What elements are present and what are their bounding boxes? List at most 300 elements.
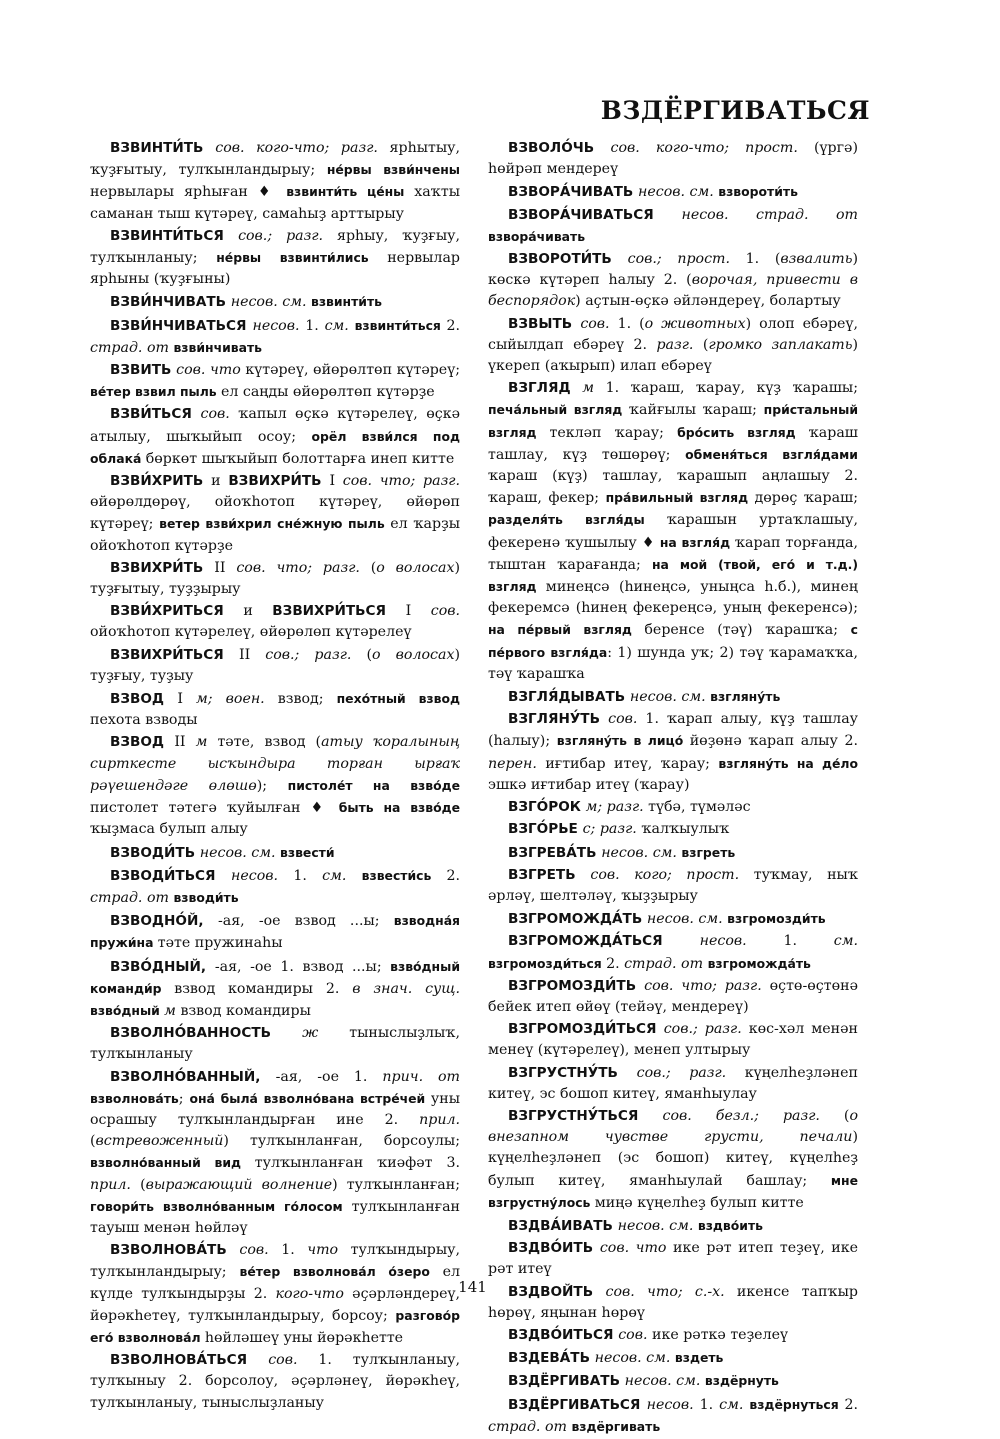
entry-text: минеңсә (һинеңсә, уныңса һ.б.), минең фекеремсә (һинең фекереңсә, уның фекеренсә); (488, 579, 858, 617)
entry-example: не́рвы взвинти́лись (216, 250, 388, 266)
entry-label: прил. (419, 1111, 460, 1128)
running-head: ВЗДЁРГИВАТЬСЯ (600, 96, 870, 125)
entry-headword: ВЗГРОМОЖДА́ТЬСЯ (508, 933, 700, 950)
dictionary-entry (488, 1394, 858, 1438)
entry-text: ярһыу, ҡуҙғыу, тулҡынланыу; (90, 227, 460, 267)
entry-example: взгромозди́ть (727, 911, 826, 927)
entry-label: атыу ҡоралының сирткесте ысҡындыра торған ырғаҡ рәүешендәге өлөшө (90, 734, 461, 794)
entry-example: взвинти́ть (310, 294, 382, 310)
dictionary-entry (488, 686, 858, 708)
entry-text: 1. ( (745, 251, 781, 268)
entry-label: о животных (644, 315, 746, 332)
entry-label: выражающий волнение (145, 1176, 333, 1193)
entry-text: беренсе (тәү) ҡарашҡа; (644, 622, 851, 639)
entry-example: взвинти́ться (354, 317, 447, 333)
entry-label: с; разг. (582, 821, 642, 838)
entry-label: сов.; разг. (636, 1064, 745, 1081)
entry-label: сов. что; разг. (644, 977, 770, 994)
entry-headword: ВЗВОЛНО́ВАННОСТЬ (110, 1025, 303, 1042)
dictionary-entry (488, 1019, 858, 1061)
dictionary-entry (90, 291, 460, 313)
entry-example: на мой (твой, его́ и т.д.) взгляд (488, 556, 858, 595)
entry-label: громко заплакать (708, 336, 853, 353)
entry-label: несов. (252, 317, 306, 334)
entry-label: сов.; разг. (265, 646, 367, 663)
entry-headword: ВЗДВО́ИТЬ (508, 1240, 600, 1257)
dictionary-entry (90, 226, 460, 291)
entry-text: күңелһеҙләнеп китеү, эс бошоп китеү, яманһыулау (488, 1064, 858, 1102)
entry-text: ҡарашын уртаҡлашыу, фекеренә ҡушылыу ♦ (488, 512, 858, 551)
entry-headword: ВЗВОДИ́ТЬ (110, 844, 200, 861)
entry-headword: ВЗВИ́ТЬСЯ (110, 406, 201, 423)
entry-headword: ВЗВИНТИ́ТЬСЯ (110, 227, 239, 244)
entry-text: -ая, -ое 1. взвод ...ы; (214, 958, 391, 975)
entry-text: ) үкереп (аҡырып) илап ебәреү (488, 336, 859, 375)
entry-text: взвод командиры 2. (174, 980, 353, 997)
entry-label: см. (324, 317, 355, 334)
entry-headword: ВЗГРОМОЖДА́ТЬ (508, 911, 647, 928)
entry-headword: ВЗВОД (110, 691, 178, 708)
entry-example: разгово́р его́ взволнова́л (90, 1307, 460, 1345)
entry-label: сов.; прост. (627, 251, 746, 268)
entry-text: ) күңелһеҙләнеп (эс бошоп) китеү, күңелһеҙ булып китеү, яманһыулай башлау; (488, 1129, 858, 1189)
entry-label: взвалить (780, 251, 853, 268)
entry-example: взво́дный команди́р (90, 958, 461, 996)
entry-label: прил. (90, 1176, 141, 1193)
entry-text: 1. ҡараш, ҡарау, күҙ ҡарашы; (605, 380, 858, 397)
entry-example: взволно́ванный вид (90, 1155, 255, 1171)
entry-headword: ВЗВОД (110, 734, 175, 751)
entry-label: страд. от (488, 1418, 572, 1435)
entry-text: 2. (446, 867, 460, 884)
entry-example: при́стальный взгляд (488, 402, 858, 440)
entry-text: әҫәрләндереү, йөрәкһетеү, тулҡынландырыу, борсоу; (90, 1285, 460, 1324)
entry-headword: ВЗДЕВА́ТЬ (508, 1350, 595, 1367)
dictionary-entry (90, 910, 460, 954)
entry-text: -ая, -ое взвод ...ы; (217, 913, 394, 930)
entry-headword: ВЗВИНТИ́ТЬ (110, 140, 216, 156)
entry-text: ( (366, 646, 373, 663)
right-column (488, 138, 858, 1439)
dictionary-entry (488, 1347, 858, 1369)
entry-label: сов. кого-что; прост. (610, 140, 814, 156)
entry-text: (үргә) һөйрәп мендереү (488, 140, 858, 178)
entry-example: на пе́рвый взгляд (488, 622, 645, 638)
entry-label: несов. (646, 1396, 700, 1413)
entry-headword: ВЗВИ́ХРИТЬ (110, 473, 212, 490)
entry-headword: ВЗВИХРИ́ТЬСЯ (110, 646, 239, 663)
entry-text: ) көскә күтәреп һалыу 2. ( (488, 251, 858, 289)
entry-headword: ВЗГРУСТНУ́ТЬСЯ (508, 1107, 663, 1124)
dictionary-entry (488, 1325, 858, 1346)
entry-text: ( (370, 559, 377, 576)
entry-text: взвод; (277, 691, 337, 708)
entry-text: и (211, 473, 229, 490)
entry-text: тәте, взвод ( (217, 734, 322, 751)
entry-example: она́ была́ взволно́вана встре́чей (189, 1090, 431, 1106)
dictionary-entry (90, 360, 460, 403)
entry-label: прич. от (382, 1068, 461, 1085)
entry-text: эшкә иғтибар итеү (ҡарау) (488, 776, 690, 793)
dictionary-entry (488, 181, 858, 203)
dictionary-entry (90, 558, 460, 600)
entry-label: несов. см. (230, 294, 311, 311)
entry-headword: ВЗГРОМОЗДИ́ТЬСЯ (508, 1021, 664, 1038)
dictionary-entry (488, 1370, 858, 1392)
entry-text: 1. (281, 1242, 308, 1259)
entry-label: сов.; разг. (663, 1021, 749, 1038)
entry-headword: ВЗГЛЯД (508, 380, 583, 397)
entry-text: 2. (606, 955, 625, 972)
entry-label: несов. см. (646, 911, 728, 928)
dictionary-entry (488, 1106, 858, 1214)
entry-label: сов. что; разг. (236, 559, 371, 576)
entry-headword: ВЗВОДИ́ТЬСЯ (110, 867, 232, 884)
entry-label: разг. (656, 336, 703, 353)
dictionary-entry (488, 931, 858, 974)
entry-example: взвести́ (280, 844, 335, 860)
entry-label: несов. страд. от (681, 206, 858, 223)
entry-text: иғтибар итеү, ҡарау; (545, 755, 719, 772)
dictionary-entry (488, 842, 858, 864)
entry-label: сов. что (599, 1240, 674, 1257)
dictionary-entry (90, 1067, 460, 1240)
entry-text: ел саңды өйөрөлтөп күтәрҙе (220, 384, 435, 401)
entry-headword: ВЗВИ́НЧИВАТЬСЯ (110, 317, 253, 334)
entry-text: ) тулҡынланған, борсоулы; (223, 1133, 460, 1150)
dictionary-entry (488, 138, 858, 180)
entry-label: несов. см. (624, 1373, 705, 1390)
entry-text: ел күлде тулҡындырҙы 2. (90, 1264, 461, 1302)
entry-example: взви́нчивать (173, 339, 263, 355)
entry-text: 1. (293, 867, 323, 884)
entry-headword: ВЗГО́РЬЕ (508, 821, 583, 838)
dictionary-entry (90, 404, 460, 470)
entry-headword: ВЗДВА́ИВАТЬ (508, 1217, 618, 1234)
entry-example: пистоле́т на взво́де (287, 777, 461, 793)
dictionary-entry (90, 865, 460, 909)
dictionary-entry (90, 1023, 460, 1065)
entry-label: несов. см. (629, 689, 711, 706)
entry-label: сов. (268, 1352, 319, 1369)
entry-label: несов. (699, 933, 784, 950)
entry-label: страд. от (624, 955, 708, 972)
dictionary-entry (488, 314, 858, 378)
entry-text: түбә, түмәләс (648, 799, 751, 816)
dictionary-entry (488, 1215, 858, 1237)
entry-label: страд. от (90, 339, 174, 356)
left-column (90, 138, 460, 1415)
entry-example: орёл взви́лся под облака́ (90, 428, 460, 466)
dictionary-entry (90, 956, 460, 1023)
entry-text: күтәреү, өйөрөлтөп күтәреү; (245, 362, 460, 379)
entry-text: ҡапыл өҫкә күтәрелеү, өҫкә атылыу, шыҡыйып осоу; (90, 406, 460, 445)
entry-text: нервылары ярһыған ♦ (90, 184, 287, 201)
entry-text: бөркөт шыҡыйып болоттарға инеп китте (145, 450, 455, 467)
entry-example: взвора́чивать (488, 228, 586, 244)
entry-text: I (329, 473, 343, 490)
entry-text: II (238, 646, 266, 663)
dictionary-entry (488, 976, 858, 1018)
entry-text: взвод командиры (180, 1002, 311, 1019)
entry-text: I (177, 691, 197, 708)
entry-text: 1. ( (617, 315, 645, 332)
dictionary-entry (90, 138, 460, 225)
entry-text: ел ҡарҙы ойоҡһотоп күтәрҙе (90, 516, 460, 554)
entry-example: взгляну́ть в лицо́ (556, 733, 690, 749)
entry-label: несов. см. (601, 844, 682, 861)
entry-example: вздёрнуться (749, 1396, 845, 1412)
entry-headword: ВЗГЛЯ́ДЫВАТЬ (508, 689, 630, 706)
entry-example: ветер взви́хрил сне́жную пыль (159, 516, 391, 532)
entry-headword: ВЗГРЕВА́ТЬ (508, 844, 602, 861)
entry-label: страд. от (90, 889, 174, 906)
entry-text: нервылар ярһыны (ҡуҙғыны) (90, 250, 460, 288)
entry-label: перен. (488, 755, 546, 772)
entry-text: тыныслыҙлыҡ, тулҡынланыу (90, 1025, 460, 1063)
entry-label: сов. (200, 406, 239, 423)
entry-text: тәте пружинаһы (157, 935, 283, 952)
dictionary-entry (488, 1238, 858, 1280)
entry-label: сов. (608, 711, 646, 728)
entry-example: на взгля́д (659, 534, 735, 550)
entry-text: уны осрашыу тулҡынландырған ине 2. (90, 1090, 460, 1128)
entry-text: -ая, -ое 1. (275, 1068, 383, 1085)
dictionary-entry (90, 688, 460, 731)
entry-label: что (307, 1242, 351, 1259)
entry-text: ) туҙғыу, туҙыу (90, 646, 460, 684)
entry-text: тулҡындырыу, тулҡынландырыу; (90, 1242, 460, 1281)
entry-text: ( (843, 1107, 850, 1124)
entry-text: тулҡынланған ҡиәфәт 3. (254, 1155, 460, 1172)
entry-example: взвороти́ть (718, 184, 798, 200)
entry-label: несов. см. (617, 1217, 698, 1234)
entry-headword: ВЗВИХРИ́ТЬ (110, 559, 215, 576)
entry-example: взводна́я пружи́на (90, 913, 461, 951)
entry-headword: ВЗВОЛНО́ВАННЫЙ, (110, 1068, 276, 1085)
entry-text: йөҙөнә ҡарап алыу 2. (689, 733, 859, 750)
entry-text: ҡайғылы ҡараш; (628, 402, 764, 419)
entry-text: миңә күңелһеҙ булып китте (594, 1194, 804, 1211)
entry-headword: ВЗДЁРГИВАТЬСЯ (508, 1396, 647, 1413)
entry-label: см. (833, 933, 858, 950)
entry-text: ярһытыу, ҡуҙғытыу, тулҡынландырыу; (90, 140, 460, 179)
entry-headword: ВЗГРОМОЗДИ́ТЬ (508, 977, 645, 994)
entry-text: ( (140, 1176, 146, 1193)
entry-label: м (195, 734, 218, 751)
entry-label: о внезапном чувстве грусти, печали (488, 1107, 858, 1146)
entry-text: ) туҙғытыу, туҙҙырыу (90, 559, 461, 598)
entry-text: ; (178, 1090, 190, 1107)
entry-label: несов. см. (594, 1350, 675, 1367)
entry-example: мне взгрустну́лось (488, 1172, 858, 1210)
entry-label: о волосах (376, 559, 455, 576)
entry-headword: ВЗВИТЬ (110, 362, 177, 379)
entry-label: сов. что; разг. (342, 473, 460, 490)
entry-text: тулҡынланған тауыш менән һөйләү (90, 1198, 460, 1236)
entry-headword: ВЗГРУСТНУ́ТЬ (508, 1064, 637, 1081)
entry-label: несов. см. (638, 184, 719, 201)
entry-label: встревоженный (95, 1133, 224, 1150)
entry-text: 1. (699, 1396, 720, 1413)
entry-headword: ВЗГРЕТЬ (508, 866, 591, 883)
entry-text: ике рәткә теҙелеү (652, 1326, 789, 1343)
entry-label: см. (719, 1396, 750, 1413)
entry-example: быть на взво́де (338, 800, 460, 816)
entry-headword: ВЗВЫТЬ (508, 315, 581, 332)
entry-headword: ВЗДВОЙ́ТЬ (508, 1283, 606, 1300)
entry-label: см. (322, 867, 362, 884)
entry-headword: ВЗВОЛО́ЧЬ (508, 140, 611, 156)
entry-example: вздеть (674, 1350, 724, 1366)
entry-text: дөрөҫ ҡараш; (754, 490, 859, 507)
entry-label: сов. (580, 315, 618, 332)
entry-text: текләп ҡарау; (549, 424, 678, 441)
entry-text: көс-хәл менән менеү (күтәрелеү), менеп ултырыу (488, 1021, 858, 1059)
entry-text: ( (90, 1133, 96, 1150)
entry-example: говори́ть взволно́ванным го́лосом (90, 1198, 352, 1214)
dictionary-entry (488, 249, 858, 313)
dictionary-entry (488, 205, 858, 248)
dictionary-entry (90, 732, 460, 840)
entry-text: и (243, 603, 273, 620)
entry-text: ҡараш (күҙ) ташлау, ҡарашып аңлашыу 2. ҡараш, фекер; (488, 468, 858, 507)
entry-headword: ВЗВОЛНОВА́ТЬСЯ (110, 1352, 269, 1369)
entry-headword: ВЗВОРА́ЧИВАТЬ (508, 184, 639, 201)
entry-example: взгроможда́ть (707, 955, 811, 971)
entry-label: сов.; разг. (238, 227, 337, 244)
entry-label: кого-что (275, 1285, 353, 1302)
dictionary-entry (488, 1063, 858, 1105)
entry-text: II (214, 559, 237, 576)
entry-text: ойоҡһотоп күтәрелеү, өйөрөлөп күтәрелеү (90, 624, 412, 641)
dictionary-entry (90, 1350, 460, 1414)
entry-example: пра́вильный взгляд (605, 490, 755, 506)
entry-label: сов. безл.; разг. (662, 1107, 844, 1124)
entry-label: сов. кого-что; разг. (215, 140, 390, 156)
entry-example: взгреть (681, 844, 736, 860)
entry-example: взгромозди́ться (488, 955, 607, 971)
entry-text: ҡалҡыулыҡ (641, 821, 730, 838)
page-number: 141 (458, 1278, 487, 1296)
entry-text: өҫтө-өҫтөнә бейек итеп өйөү (тейәү, мендереү) (488, 977, 858, 1015)
entry-text: 1. тулҡынланыу, тулҡыныу 2. борсолоу, әҫәрләнеү, йөрәкһеү, тулҡынланыу, тыныслыҙланыу (90, 1352, 460, 1411)
entry-label: сов. кого; прост. (590, 866, 754, 883)
entry-text: икенсе тапҡыр һөрөү, яңынан һөрөү (488, 1283, 858, 1321)
entry-label: ворочая, привести в беспорядок (488, 272, 858, 310)
dictionary-entry (488, 709, 858, 796)
entry-headword: ВЗВОРА́ЧИВАТЬСЯ (508, 206, 682, 223)
entry-headword: ВЗВИ́НЧИВАТЬ (110, 294, 231, 311)
entry-headword: ВЗВИХРИ́ТЬ (228, 473, 330, 490)
entry-label: м; разг. (585, 799, 649, 816)
entry-example: вздёрнуть (704, 1373, 779, 1389)
entry-text: өйөрөлдөрөү, ойоҡһотоп күтәреү, өйөрөп күтәреү; (90, 494, 460, 533)
entry-example: взво́дный (90, 1002, 165, 1018)
entry-label: сов. что (176, 362, 246, 379)
entry-example: вздёргивать (571, 1418, 661, 1434)
entry-label: о волосах (372, 646, 455, 663)
dictionary-entry (488, 378, 858, 685)
entry-headword: ВЗВОДНО́Й, (110, 913, 218, 930)
entry-text: туҡмау, ныҡ әрләү, шелтәләү, ҡыҙҙырыу (488, 866, 858, 904)
entry-text: 1. (305, 317, 325, 334)
entry-headword: ВЗДВО́ИТЬСЯ (508, 1326, 619, 1343)
entry-example: бро́сить взгляд (677, 424, 809, 440)
entry-label: несов. (231, 867, 294, 884)
dictionary-entry (488, 908, 858, 930)
entry-text: ) тулҡынланған; (332, 1176, 460, 1193)
entry-text: ) аҫтын-өҫкә әйләндереү, болартыу (575, 293, 841, 310)
dictionary-entry (90, 842, 460, 864)
entry-text: ) олоп ебәреү, сыйылдап ебәреү 2. (488, 315, 858, 353)
entry-text: 2. (446, 317, 460, 334)
entry-text: ике рәт итеп теҙеү, ике рәт итеү (488, 1240, 858, 1278)
entry-text: һөйләшеү уны йөрәкһетте (204, 1329, 404, 1346)
entry-headword: ВЗГО́РОК (508, 799, 586, 816)
entry-label: м (582, 380, 606, 397)
entry-example: ве́тер взволнова́л о́зеро (239, 1264, 443, 1280)
entry-text: хаҡты саманан тыш күтәреү, самаһыҙ арттырыу (90, 184, 460, 222)
entry-example: не́рвы взви́нчены (326, 162, 461, 178)
entry-label: м; воен. (196, 691, 278, 708)
entry-example: ве́тер взвил пыль (90, 384, 221, 400)
dictionary-entry (90, 645, 460, 687)
entry-label: ж (302, 1025, 350, 1042)
entry-headword: ВЗВИ́ХРИТЬСЯ (110, 603, 244, 620)
entry-label: сов. (430, 603, 461, 620)
entry-headword: ВЗВИХРИ́ТЬСЯ (272, 603, 406, 620)
entry-text: пехота взводы (90, 712, 198, 729)
entry-label: несов. см. (199, 844, 281, 861)
entry-headword: ВЗВОЛНОВА́ТЬ (110, 1242, 240, 1259)
entry-text: ҡараш ташлау, күҙ төшөрөү; (488, 424, 858, 463)
entry-text: ); (256, 777, 288, 794)
entry-text: 2. (844, 1396, 859, 1413)
dictionary-entry (488, 797, 858, 818)
entry-headword: ВЗВОРОТИ́ТЬ (508, 251, 628, 268)
entry-text: II (174, 734, 196, 751)
dictionary-entry (90, 315, 460, 359)
entry-example: взволнова́ть (90, 1090, 179, 1106)
entry-text: ҡарап торғанда, тыштан ҡарағанда; (488, 534, 858, 573)
entry-example: взгляну́ть на де́ло (718, 755, 858, 771)
entry-example: пехо́тный взвод (336, 691, 460, 707)
entry-text: 1. ҡарап алыу, күҙ ташлау (һалыу); (488, 711, 859, 750)
entry-example: взгляну́ть (710, 689, 781, 705)
entry-text: 1. (783, 933, 834, 950)
entry-example: взводи́ть (173, 889, 239, 905)
entry-label: в знач. сущ. (352, 980, 460, 997)
entry-text: ҡыҙмаса булып алыу (90, 821, 248, 838)
entry-example: вздво́ить (697, 1217, 763, 1233)
entry-headword: ВЗДЁРГИВАТЬ (508, 1373, 625, 1390)
entry-example: с пе́рвого взгля́да (488, 622, 858, 660)
dictionary-entry (488, 865, 858, 907)
entry-label: м (164, 1002, 181, 1019)
entry-example: взвинти́ть це́ны (286, 184, 415, 200)
entry-text: I (405, 603, 431, 620)
entry-example: печа́льный взгляд (488, 402, 629, 418)
entry-label: сов. (618, 1326, 652, 1343)
entry-headword: ВЗГЛЯНУ́ТЬ (508, 711, 609, 728)
dictionary-entry (488, 819, 858, 840)
dictionary-entry (90, 601, 460, 643)
entry-text: пистолет тәтегә ҡуйылған ♦ (90, 800, 339, 817)
entry-example: взвести́сь (361, 867, 447, 883)
entry-example: разделя́ть взгля́ды (488, 512, 667, 528)
dictionary-entry (90, 471, 460, 557)
